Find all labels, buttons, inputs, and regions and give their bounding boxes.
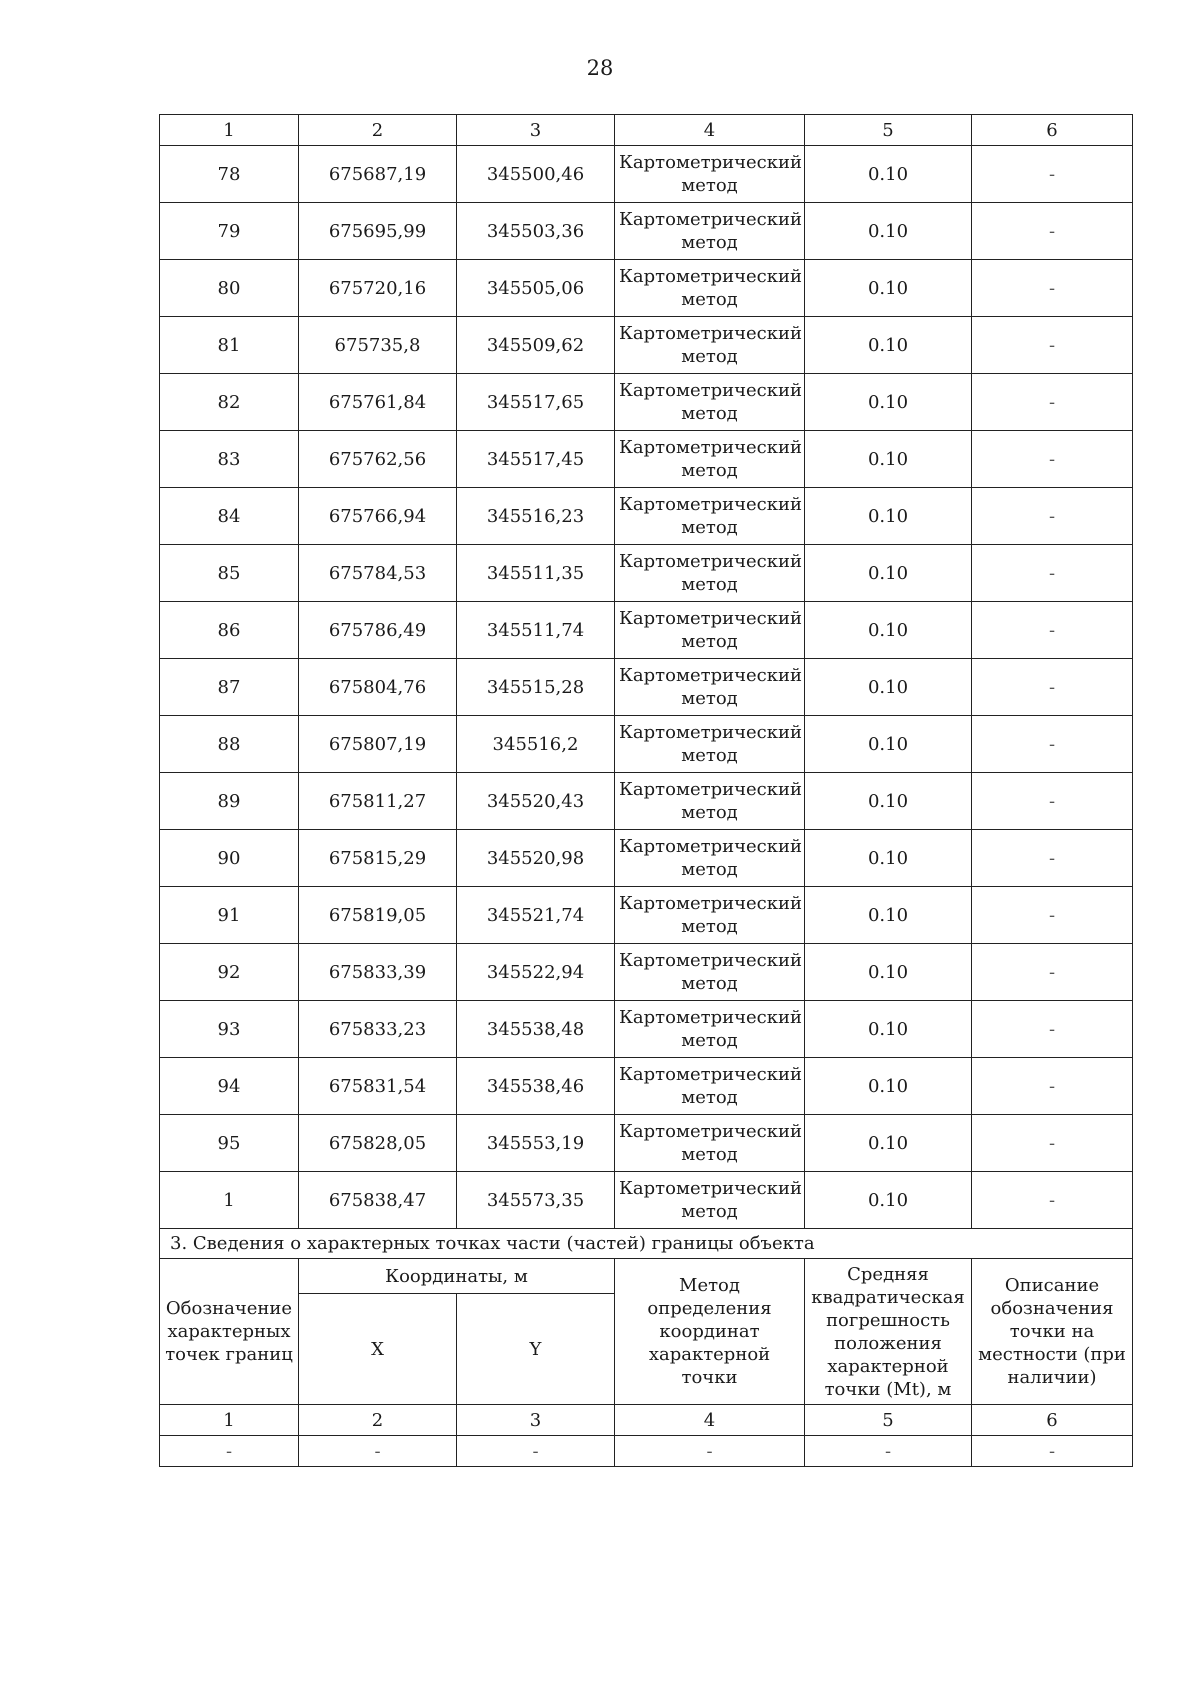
point-number-cell: 80 — [160, 260, 299, 317]
method-cell: Картометрический метод — [615, 488, 805, 545]
table-row — [160, 203, 1133, 260]
description-cell: - — [972, 488, 1133, 545]
method-cell: Картометрический метод — [615, 545, 805, 602]
description-cell: - — [972, 260, 1133, 317]
y-coordinate-cell: 345505,06 — [457, 260, 615, 317]
table-row — [160, 773, 1133, 830]
table-row — [160, 1115, 1133, 1172]
table-row — [160, 260, 1133, 317]
error-cell: 0.10 — [805, 887, 972, 944]
column-number: 1 — [160, 1405, 299, 1436]
point-number-cell: 86 — [160, 602, 299, 659]
empty-cell: - — [972, 1436, 1133, 1467]
method-cell: Картометрический метод — [615, 1172, 805, 1229]
error-cell: 0.10 — [805, 773, 972, 830]
method-cell: Картометрический метод — [615, 659, 805, 716]
column-number: 5 — [805, 115, 972, 146]
error-cell: 0.10 — [805, 944, 972, 1001]
table-row — [160, 887, 1133, 944]
column-number: 6 — [972, 115, 1133, 146]
table-row — [160, 1058, 1133, 1115]
point-number-cell: 82 — [160, 374, 299, 431]
column-number: 3 — [457, 1405, 615, 1436]
boundary-points-table — [159, 114, 1133, 1467]
empty-cell: - — [805, 1436, 972, 1467]
description-cell: - — [972, 1172, 1133, 1229]
x-coordinate-cell: 675784,53 — [299, 545, 457, 602]
error-cell: 0.10 — [805, 545, 972, 602]
description-cell: - — [972, 830, 1133, 887]
description-cell: - — [972, 944, 1133, 1001]
error-cell: 0.10 — [805, 374, 972, 431]
x-coordinate-cell: 675819,05 — [299, 887, 457, 944]
x-coordinate-cell: 675786,49 — [299, 602, 457, 659]
empty-cell: - — [615, 1436, 805, 1467]
column-number: 2 — [299, 1405, 457, 1436]
point-number-cell: 88 — [160, 716, 299, 773]
page-number: 28 — [586, 56, 614, 80]
y-coordinate-cell: 345573,35 — [457, 1172, 615, 1229]
x-coordinate-cell: 675815,29 — [299, 830, 457, 887]
method-cell: Картометрический метод — [615, 317, 805, 374]
error-cell: 0.10 — [805, 1115, 972, 1172]
x-coordinate-cell: 675833,23 — [299, 1001, 457, 1058]
error-cell: 0.10 — [805, 1058, 972, 1115]
method-cell: Картометрический метод — [615, 1001, 805, 1058]
column-number: 1 — [160, 115, 299, 146]
method-cell: Картометрический метод — [615, 146, 805, 203]
table-row — [160, 431, 1133, 488]
method-cell: Картометрический метод — [615, 374, 805, 431]
table-row — [160, 716, 1133, 773]
error-cell: 0.10 — [805, 260, 972, 317]
x-coordinate-cell: 675828,05 — [299, 1115, 457, 1172]
point-number-cell: 90 — [160, 830, 299, 887]
x-coordinate-cell: 675831,54 — [299, 1058, 457, 1115]
point-number-cell: 91 — [160, 887, 299, 944]
header-description: Описание обозначения точки на местности (при наличии) — [972, 1259, 1133, 1405]
x-coordinate-cell: 675761,84 — [299, 374, 457, 431]
point-number-cell: 93 — [160, 1001, 299, 1058]
description-cell: - — [972, 431, 1133, 488]
error-cell: 0.10 — [805, 1001, 972, 1058]
table-row — [160, 602, 1133, 659]
error-cell: 0.10 — [805, 488, 972, 545]
error-cell: 0.10 — [805, 1172, 972, 1229]
y-coordinate-cell: 345509,62 — [457, 317, 615, 374]
y-coordinate-cell: 345538,46 — [457, 1058, 615, 1115]
x-coordinate-cell: 675811,27 — [299, 773, 457, 830]
table-row — [160, 830, 1133, 887]
y-coordinate-cell: 345511,35 — [457, 545, 615, 602]
section-3-title-row — [160, 1229, 1133, 1259]
method-cell: Картометрический метод — [615, 1058, 805, 1115]
header-coordinates: Координаты, м — [299, 1259, 615, 1294]
description-cell: - — [972, 602, 1133, 659]
table-row — [160, 146, 1133, 203]
point-number-cell: 83 — [160, 431, 299, 488]
x-coordinate-cell: 675838,47 — [299, 1172, 457, 1229]
method-cell: Картометрический метод — [615, 887, 805, 944]
table-row — [160, 374, 1133, 431]
method-cell: Картометрический метод — [615, 203, 805, 260]
point-number-cell: 81 — [160, 317, 299, 374]
column-number: 4 — [615, 115, 805, 146]
table-row — [160, 1172, 1133, 1229]
header-error: Средняя квадратическая погрешность положения характерной точки (Mt), м — [805, 1259, 972, 1405]
y-coordinate-cell: 345511,74 — [457, 602, 615, 659]
x-coordinate-cell: 675833,39 — [299, 944, 457, 1001]
description-cell: - — [972, 146, 1133, 203]
error-cell: 0.10 — [805, 659, 972, 716]
point-number-cell: 89 — [160, 773, 299, 830]
column-number-row — [160, 115, 1133, 146]
x-coordinate-cell: 675687,19 — [299, 146, 457, 203]
y-coordinate-cell: 345522,94 — [457, 944, 615, 1001]
x-coordinate-cell: 675720,16 — [299, 260, 457, 317]
x-coordinate-cell: 675735,8 — [299, 317, 457, 374]
description-cell: - — [972, 1115, 1133, 1172]
section-3-empty-row — [160, 1436, 1133, 1467]
y-coordinate-cell: 345503,36 — [457, 203, 615, 260]
y-coordinate-cell: 345553,19 — [457, 1115, 615, 1172]
section-3-number-row — [160, 1405, 1133, 1436]
error-cell: 0.10 — [805, 830, 972, 887]
y-coordinate-cell: 345500,46 — [457, 146, 615, 203]
table-row — [160, 1001, 1133, 1058]
y-coordinate-cell: 345520,43 — [457, 773, 615, 830]
error-cell: 0.10 — [805, 146, 972, 203]
table-row — [160, 488, 1133, 545]
column-number: 6 — [972, 1405, 1133, 1436]
y-coordinate-cell: 345521,74 — [457, 887, 615, 944]
section-3-header-row — [160, 1259, 1133, 1294]
method-cell: Картометрический метод — [615, 830, 805, 887]
description-cell: - — [972, 716, 1133, 773]
section-3-title: 3. Сведения о характерных точках части (частей) границы объекта — [160, 1229, 1133, 1259]
empty-cell: - — [160, 1436, 299, 1467]
table-row — [160, 317, 1133, 374]
header-y: Y — [457, 1294, 615, 1405]
description-cell: - — [972, 1058, 1133, 1115]
method-cell: Картометрический метод — [615, 260, 805, 317]
empty-cell: - — [299, 1436, 457, 1467]
method-cell: Картометрический метод — [615, 773, 805, 830]
table-row — [160, 944, 1133, 1001]
method-cell: Картометрический метод — [615, 431, 805, 488]
header-method: Метод определения координат характерной точки — [615, 1259, 805, 1405]
point-number-cell: 78 — [160, 146, 299, 203]
description-cell: - — [972, 203, 1133, 260]
description-cell: - — [972, 317, 1133, 374]
y-coordinate-cell: 345517,65 — [457, 374, 615, 431]
error-cell: 0.10 — [805, 716, 972, 773]
y-coordinate-cell: 345516,23 — [457, 488, 615, 545]
method-cell: Картометрический метод — [615, 1115, 805, 1172]
table-row — [160, 659, 1133, 716]
y-coordinate-cell: 345520,98 — [457, 830, 615, 887]
method-cell: Картометрический метод — [615, 944, 805, 1001]
point-number-cell: 79 — [160, 203, 299, 260]
description-cell: - — [972, 773, 1133, 830]
error-cell: 0.10 — [805, 431, 972, 488]
point-number-cell: 85 — [160, 545, 299, 602]
error-cell: 0.10 — [805, 602, 972, 659]
point-number-cell: 87 — [160, 659, 299, 716]
x-coordinate-cell: 675766,94 — [299, 488, 457, 545]
description-cell: - — [972, 659, 1133, 716]
y-coordinate-cell: 345538,48 — [457, 1001, 615, 1058]
header-point-designation: Обозначение характерных точек границ — [160, 1259, 299, 1405]
y-coordinate-cell: 345517,45 — [457, 431, 615, 488]
x-coordinate-cell: 675695,99 — [299, 203, 457, 260]
table-row — [160, 545, 1133, 602]
column-number: 2 — [299, 115, 457, 146]
point-number-cell: 92 — [160, 944, 299, 1001]
error-cell: 0.10 — [805, 317, 972, 374]
y-coordinate-cell: 345516,2 — [457, 716, 615, 773]
description-cell: - — [972, 374, 1133, 431]
column-number: 3 — [457, 115, 615, 146]
empty-cell: - — [457, 1436, 615, 1467]
point-number-cell: 1 — [160, 1172, 299, 1229]
method-cell: Картометрический метод — [615, 602, 805, 659]
x-coordinate-cell: 675762,56 — [299, 431, 457, 488]
point-number-cell: 94 — [160, 1058, 299, 1115]
error-cell: 0.10 — [805, 203, 972, 260]
point-number-cell: 95 — [160, 1115, 299, 1172]
column-number: 4 — [615, 1405, 805, 1436]
point-number-cell: 84 — [160, 488, 299, 545]
method-cell: Картометрический метод — [615, 716, 805, 773]
y-coordinate-cell: 345515,28 — [457, 659, 615, 716]
x-coordinate-cell: 675804,76 — [299, 659, 457, 716]
description-cell: - — [972, 1001, 1133, 1058]
description-cell: - — [972, 887, 1133, 944]
header-x: X — [299, 1294, 457, 1405]
x-coordinate-cell: 675807,19 — [299, 716, 457, 773]
column-number: 5 — [805, 1405, 972, 1436]
description-cell: - — [972, 545, 1133, 602]
